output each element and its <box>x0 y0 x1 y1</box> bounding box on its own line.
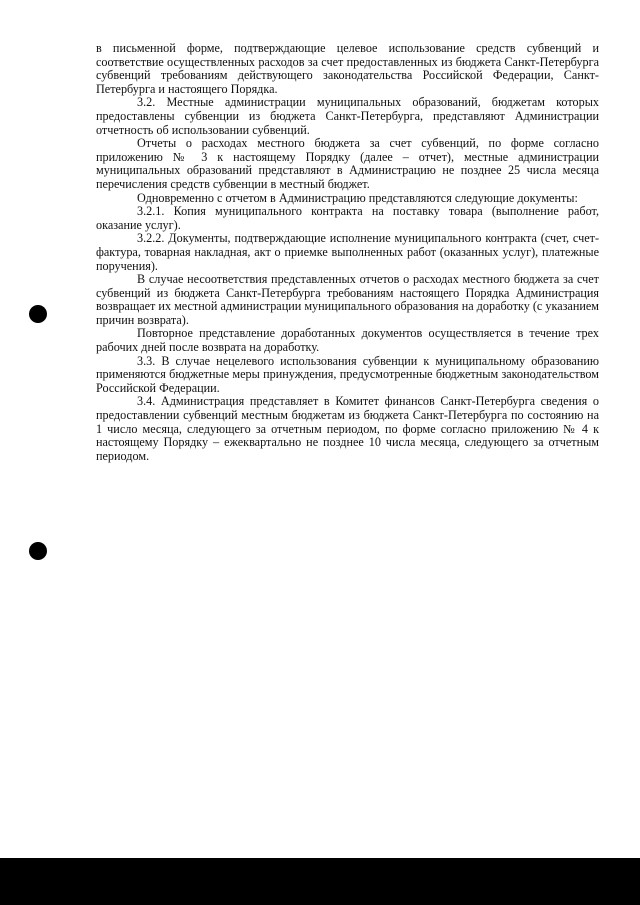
scan-bottom-edge <box>0 858 640 905</box>
paragraph-3-2-1: 3.2.1. Копия муниципального контракта на поставку товара (выполнение работ, оказание услуг). <box>96 204 599 232</box>
punch-hole-top <box>29 305 47 323</box>
punch-hole-bottom <box>29 542 47 560</box>
paragraph-3-3: 3.3. В случае нецелевого использования субвенции к муниципальному образованию применяются бюджетные меры принуждения, предусмотренные бюджетным законодательством Российской Федерации. <box>96 353 599 395</box>
document-page <box>96 42 599 463</box>
paragraph-resubmission: Повторное представление доработанных документов осуществляется в течение трех рабочих дней после возврата на доработку. <box>96 326 599 355</box>
paragraph-3-4: 3.4. Администрация представляет в Комитет финансов Санкт-Петербурга сведения о предоставлении субвенций местным бюджетам из бюджета Санкт-Петербурга по состоянию на 1 число месяца, следующего за отчетным периодом, по форме согласно приложению № 4 к настоящему Порядку – ежеквартально не позднее 10 числа месяца, следующего за отчетным периодом. <box>96 394 599 463</box>
paragraph-3-2-2: 3.2.2. Документы, подтверждающие исполнение муниципального контракта (счет, счет-фактура, товарная накладная, акт о приемке выполненных работ (оказанных услуг), платежные поручения). <box>96 231 599 273</box>
paragraph-documents-intro: Одновременно с отчетом в Администрацию представляются следующие документы: <box>137 190 578 205</box>
paragraph-mismatch: В случае несоответствия представленных отчетов о расходах местного бюджета за счет субвенций из бюджета Санкт-Петербурга требованиям настоящего Порядка Администрация возвращает их местной администрации муниципального образования на доработку (с указанием причин возврата). <box>96 272 599 327</box>
paragraph-3-2: 3.2. Местные администрации муниципальных образований, бюджетам которых предоставлены субвенции из бюджета Санкт-Петербурга, представляют Администрации отчетность об использовании субвенций. <box>96 95 599 137</box>
paragraph-reports: Отчеты о расходах местного бюджета за счет субвенций, по форме согласно приложению № 3 к настоящему Порядку (далее – отчет), местные администрации муниципальных образований представляют в Администрацию не позднее 25 числа месяца перечисления средств субвенции в местный бюджет. <box>96 136 599 191</box>
paragraph-continuation: в письменной форме, подтверждающие целевое использование средств субвенций и соответствие осуществленных расходов за счет предоставленных из бюджета Санкт-Петербурга субвенций требованиям действующего законодательства Российской Федерации, Санкт-Петербурга и настоящего Порядка. <box>96 41 599 96</box>
